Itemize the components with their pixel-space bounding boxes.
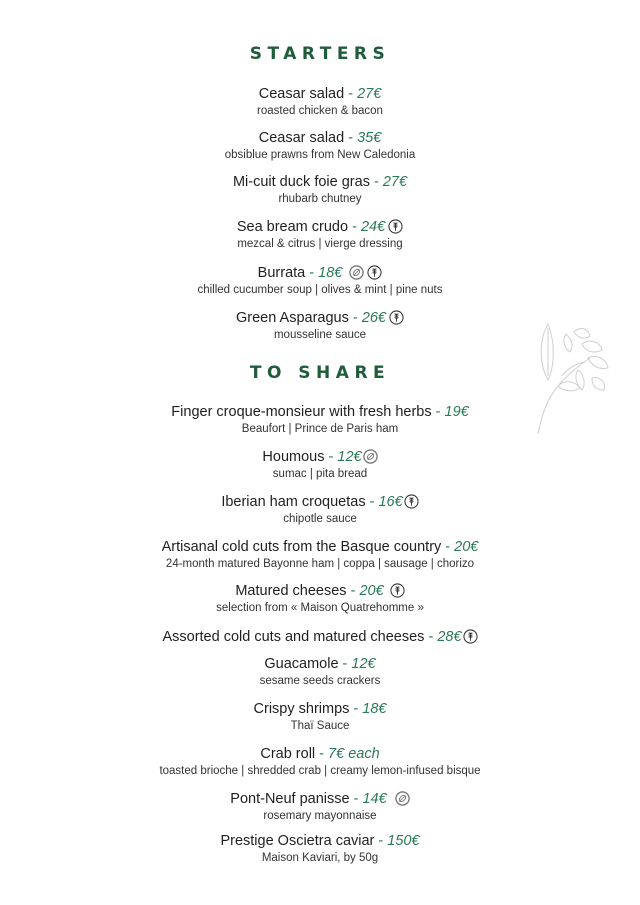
menu-item: Assorted cold cuts and matured cheeses - 28€ — [0, 628, 640, 646]
vegetarian-icon — [349, 265, 364, 280]
item-price: 7€ each — [328, 746, 380, 762]
item-name: Finger croque-monsieur with fresh herbs — [171, 404, 432, 420]
item-description: 24-month matured Bayonne ham | coppa | sausage | chorizo — [165, 558, 475, 570]
menu-item: Ceasar salad - 27€ roasted chicken & bacon — [0, 85, 640, 119]
menu-item: Burrata - 18€ chilled cucumber soup | olives & mint | pine nuts — [0, 264, 640, 298]
menu-item: Crispy shrimps - 18€ Thaï Sauce — [0, 700, 640, 734]
menu-item: Green Asparagus - 26€ mousseline sauce — [0, 309, 640, 343]
menu-item: Iberian ham croquetas - 16€ chipotle sauce — [0, 493, 640, 527]
item-description: obsiblue prawns from New Caledonia — [224, 149, 416, 161]
item-description: Maison Kaviari, by 50g — [261, 852, 379, 864]
item-description: sesame seeds crackers — [259, 675, 381, 687]
item-name: Sea bream crudo — [236, 219, 349, 235]
menu-item: Houmous - 12€ sumac | pita bread — [0, 448, 640, 482]
item-name: Guacamole — [264, 656, 339, 672]
item-price: 24€ — [360, 219, 386, 235]
item-price: 150€ — [387, 833, 420, 849]
item-name: Iberian ham croquetas — [221, 494, 366, 510]
item-name: Assorted cold cuts and matured cheeses — [162, 629, 425, 645]
item-name: Crispy shrimps — [253, 701, 350, 717]
item-name: Artisanal cold cuts from the Basque country — [161, 539, 442, 555]
gluten-free-icon — [389, 310, 404, 325]
item-price: 27€ — [382, 174, 408, 190]
menu-item: Guacamole - 12€ sesame seeds crackers — [0, 655, 640, 689]
gluten-free-icon — [404, 494, 419, 509]
gluten-free-icon — [463, 629, 478, 644]
item-description: rosemary mayonnaise — [263, 810, 377, 822]
item-name: Mi-cuit duck foie gras — [232, 174, 370, 190]
menu-item: Artisanal cold cuts from the Basque country - 20€ 24-month matured Bayonne ham | coppa | sausage | chorizo — [0, 538, 640, 572]
menu-item: Pont-Neuf panisse - 14€ rosemary mayonnaise — [0, 790, 640, 824]
menu-item: Matured cheeses - 20€ selection from « Maison Quatrehomme » — [0, 582, 640, 616]
item-price: 14€ — [362, 791, 387, 807]
gluten-free-icon — [390, 583, 405, 598]
item-price: 12€ — [351, 656, 376, 672]
gluten-free-icon — [388, 219, 403, 234]
item-price: 18€ — [362, 701, 387, 717]
item-price: 16€ — [378, 494, 403, 510]
item-description: selection from « Maison Quatrehomme » — [216, 602, 424, 614]
item-price: 28€ — [437, 629, 462, 645]
item-name: Ceasar salad — [258, 130, 345, 146]
vegetarian-icon — [363, 449, 378, 464]
item-description: sumac | pita bread — [272, 468, 368, 480]
section-title-starters: STARTERS — [249, 44, 391, 64]
menu-item: Crab roll - 7€ each toasted brioche | shredded crab | creamy lemon-infused bisque — [0, 745, 640, 779]
item-name: Prestige Oscietra caviar — [220, 833, 375, 849]
item-price: 27€ — [357, 86, 382, 102]
section-title-to-share: TO SHARE — [249, 363, 391, 383]
item-name: Green Asparagus — [236, 310, 353, 326]
item-description: Beaufort | Prince de Paris ham — [241, 423, 399, 435]
item-description: chilled cucumber soup | olives & mint | pine nuts — [197, 284, 443, 296]
item-name: Matured cheeses — [235, 583, 347, 599]
item-description: rhubarb chutney — [278, 193, 362, 205]
item-name: Pont-Neuf panisse — [230, 791, 350, 807]
menu-item: Mi-cuit duck foie gras - 27€ rhubarb chutney — [0, 173, 640, 207]
item-name: Crab roll — [260, 746, 316, 762]
item-name: Ceasar salad — [258, 86, 345, 102]
item-price: 18€ — [318, 265, 343, 281]
item-price: 20€ — [454, 539, 479, 555]
item-name: Burrata — [257, 265, 306, 281]
menu-item: Prestige Oscietra caviar - 150€ Maison Kaviari, by 50g — [0, 832, 640, 866]
item-description: roasted chicken & bacon — [257, 105, 383, 117]
gluten-free-icon — [367, 265, 382, 280]
item-price: 35€ — [357, 130, 382, 146]
item-description: mezcal & citrus | vierge dressing — [237, 238, 403, 250]
item-name: Houmous — [262, 449, 325, 465]
item-description: mousseline sauce — [273, 329, 367, 341]
menu-item: Finger croque-monsieur with fresh herbs - 19€ Beaufort | Prince de Paris ham — [0, 403, 640, 437]
item-price: 26€ — [361, 310, 386, 326]
item-description: toasted brioche | shredded crab | creamy lemon-infused bisque — [159, 765, 481, 777]
item-description: chipotle sauce — [283, 513, 357, 525]
item-price: 20€ — [359, 583, 384, 599]
menu-item: Ceasar salad - 35€ obsiblue prawns from New Caledonia — [0, 129, 640, 163]
vegetarian-icon — [395, 791, 410, 806]
item-price: 12€ — [337, 449, 362, 465]
item-description: Thaï Sauce — [290, 720, 350, 732]
menu-item: Sea bream crudo - 24€ mezcal & citrus | vierge dressing — [0, 218, 640, 252]
item-price: 19€ — [444, 404, 469, 420]
